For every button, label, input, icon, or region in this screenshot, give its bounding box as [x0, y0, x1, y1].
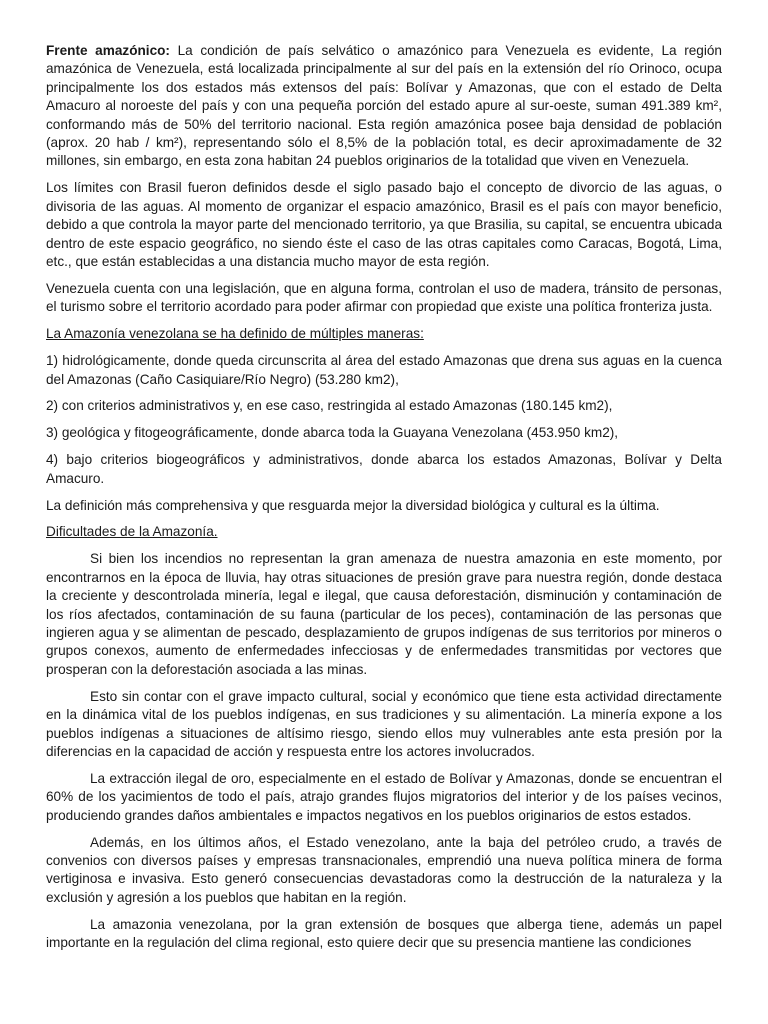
difficulty-paragraph: La amazonia venezolana, por la gran extensión de bosques que alberga tiene, además un papel importante en la regulación del clima regional, esto quiere decir que su presencia mantiene las condiciones	[46, 916, 722, 951]
paragraph-limits: Los límites con Brasil fueron definidos desde el siglo pasado bajo el concepto de divorcio de las aguas, o divisoria de las aguas. Al momento de organizar el espacio amazónico, Brasil es el país con mayor beneficio, debido a que controla la mayor parte del mencionado territorio, ya que Brasilia, su capital, se encuentra ubicada dentro de este espacio geográfico, no siendo éste el caso de las otras capitales como Caracas, Bogotá, Lima, etc., que están establecidas a una distancia mucho mayor de esta región.	[46, 180, 722, 269]
document-page	[46, 42, 722, 961]
difficulty-paragraph: La extracción ilegal de oro, especialmente en el estado de Bolívar y Amazonas, donde se encuentran el 60% de los yacimientos de todo el país, atrajo grandes flujos migratorios del interior y de los países vecinos, produciendo grandes daños ambientales e impactos negativos en los pueblos originarios de estos estados.	[46, 770, 722, 823]
page-bottom-edge	[0, 1000, 768, 1024]
conclusion-paragraph: La definición más comprehensiva y que resguarda mejor la diversidad biológica y cultural es la última.	[46, 497, 660, 513]
definition-item: 3) geológica y fitogeográficamente, donde abarca toda la Guayana Venezolana (453.950 km2),	[46, 425, 619, 441]
definition-item: 1) hidrológicamente, donde queda circunscrita al área del estado Amazonas que drena sus aguas en la cuenca del Amazonas (Caño Casiquiare/Río Negro) (53.280 km2),	[46, 353, 722, 387]
intro-paragraph	[46, 42, 722, 171]
definition-item: 4) bajo criterios biogeográficos y administrativos, donde abarca los estados Amazonas, Bolívar y Delta Amacuro.	[46, 452, 722, 486]
difficulty-paragraph: Además, en los últimos años, el Estado venezolano, ante la baja del petróleo crudo, a través de convenios con diversos países y empresas transnacionales, emprendió una nueva política minera de forma vertiginosa e invasiva. Esto generó consecuencias devastadoras como la destrucción de la naturaleza y la exclusión y agresión a los pueblos que habitan en la región.	[46, 834, 722, 905]
section-heading-definitions: La Amazonía venezolana se ha definido de múltiples maneras:	[46, 326, 424, 342]
difficulty-paragraph: Si bien los incendios no representan la gran amenaza de nuestra amazonia en este momento, por encontrarnos en la época de lluvia, hay otras situaciones de presión grave para nuestra región, donde destaca la creciente y descontrolada minería, legal e ilegal, que causa deforestación, disminución y contaminación de los ríos afectados, contaminación de su fauna (particular de los peces), contaminación de las personas que ingieren agua y se alimentan de pescado, desplazamiento de grupos indígenas de sus territorios por mineros o grupos conexos, aumento de enfermedades infecciosas y de enfermedades transmitidas por vectores que prosperan con la deforestación asociada a las minas.	[46, 551, 722, 677]
intro-lead: Frente amazónico:	[46, 43, 170, 58]
difficulty-paragraph: Esto sin contar con el grave impacto cultural, social y económico que tiene esta actividad directamente en la dinámica vital de los pueblos indígenas, en sus tradiciones y su alimentación. La minería expone a los pueblos indígenas a situaciones de altísimo riesgo, siendo ellos muy vulnerables ante esta presión por la diferencias en la capacidad de acción y respuesta entre los actores involucrados.	[46, 688, 722, 759]
intro-text: La condición de país selvático o amazónico para Venezuela es evidente, La región amazónica de Venezuela, está localizada principalmente al sur del país en la extensión del río Orinoco, ocupa principalmente los dos estados más extensos del país: Bolívar y Amazonas, que con el estado de Delta Amacuro al noroeste del país y con una pequeña porción del estado apure al sur-oeste, suman 491.389 km², conformando más de 50% del territorio nacional. Esta región amazónica posee baja densidad de población (aprox. 20 hab / km²), representando sólo el 8,5% de la población total, es decir aproximadamente de 32 millones, sin embargo, en esta zona habitan 24 pueblos originarios de la totalidad que viven en Venezuela.	[46, 43, 722, 169]
section-heading-difficulties: Dificultades de la Amazonía.	[46, 524, 218, 540]
definition-item: 2) con criterios administrativos y, en ese caso, restringida al estado Amazonas (180.145 km2),	[46, 398, 613, 414]
paragraph-legislation: Venezuela cuenta con una legislación, que en alguna forma, controlan el uso de madera, tránsito de personas, el turismo sobre el territorio acordado para poder afirmar con propiedad que existe una política fronteriza justa.	[46, 280, 722, 315]
